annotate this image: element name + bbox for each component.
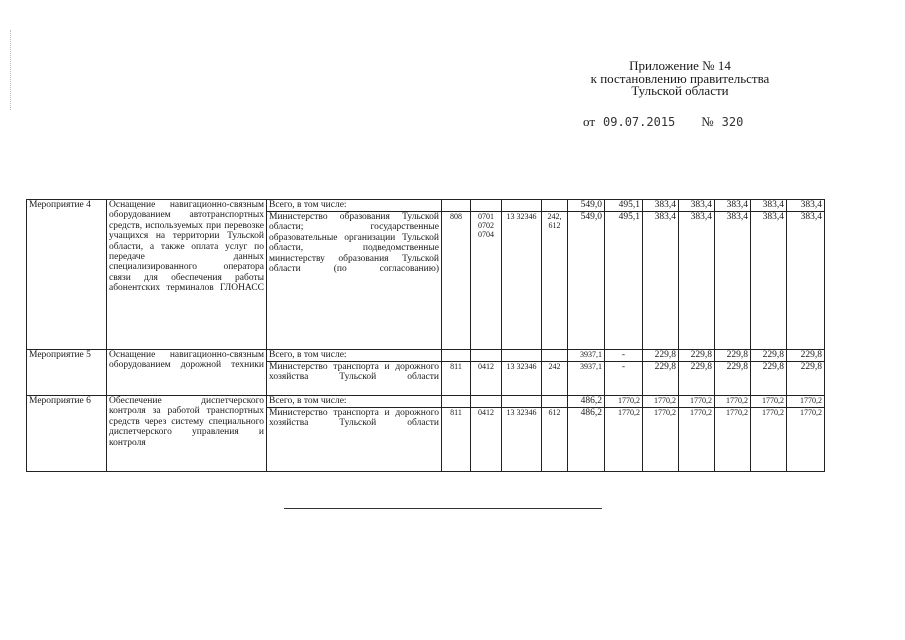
expense-type-code: 612 [542,408,568,472]
value-cell: 1770,2 [715,408,751,472]
value-cell: - [605,350,643,362]
value-cell: 495,1 [605,212,643,350]
value-cell: - [605,362,643,396]
measure-name: Мероприятие 5 [27,350,107,396]
value-cell: 486,2 [568,396,605,408]
section-code: 0412 [471,362,502,396]
executor: Министерство транспорта и дорожного хозяйства Тульской области [267,362,442,396]
value-cell: 229,8 [751,362,787,396]
table-row [27,396,825,408]
measure-description: Обеспечение диспетчерского контроля за работой транспортных средств через систему специального диспетчерского управления и контроля [107,396,267,472]
value-cell: 383,4 [643,212,679,350]
table-row [27,200,825,212]
empty-cell [442,200,471,212]
value-cell: 1770,2 [751,408,787,472]
total-label: Всего, в том числе: [267,396,442,408]
value-cell: 383,4 [715,200,751,212]
value-cell: 1770,2 [787,396,825,408]
value-cell: 3937,1 [568,350,605,362]
empty-cell [502,396,542,408]
value-cell: 229,8 [787,362,825,396]
appendix-region: Тульской области [631,83,729,98]
section-code: 0701 0702 0704 [471,212,502,350]
value-cell: 1770,2 [643,408,679,472]
value-cell: 383,4 [787,200,825,212]
empty-cell [471,350,502,362]
total-label: Всего, в том числе: [267,200,442,212]
total-label: Всего, в том числе: [267,350,442,362]
grbs-code: 811 [442,408,471,472]
measure-name: Мероприятие 6 [27,396,107,472]
target-article-code: 13 32346 [502,212,542,350]
value-cell: 1770,2 [605,396,643,408]
expense-type-code: 242 [542,362,568,396]
value-cell: 229,8 [715,350,751,362]
value-cell: 383,4 [715,212,751,350]
table-row [27,350,825,362]
value-cell: 1770,2 [787,408,825,472]
section-code: 0412 [471,408,502,472]
value-cell: 229,8 [715,362,751,396]
appendix-subtitle: к постановлению правительства [590,70,770,86]
empty-cell [471,200,502,212]
decree-reference [583,114,743,130]
value-cell: 383,4 [679,212,715,350]
executor: Министерство транспорта и дорожного хозяйства Тульской области [267,408,442,472]
number-sign: № [701,114,714,129]
value-cell: 383,4 [679,200,715,212]
empty-cell [502,350,542,362]
empty-cell [471,396,502,408]
date-prefix: от [583,114,596,129]
end-separator-line [284,508,602,509]
value-cell: 1770,2 [605,408,643,472]
executor: Министерство образования Тульской области; государственные образовательные организации Тульской области, подведомственные министерству образования Тульской области (по согласованию) [267,212,442,350]
empty-cell [442,350,471,362]
empty-cell [542,396,568,408]
expense-type-code: 242, 612 [542,212,568,350]
value-cell: 3937,1 [568,362,605,396]
value-cell: 549,0 [568,212,605,350]
grbs-code: 811 [442,362,471,396]
value-cell: 229,8 [751,350,787,362]
value-cell: 229,8 [787,350,825,362]
measure-name: Мероприятие 4 [27,200,107,350]
empty-cell [542,350,568,362]
value-cell: 383,4 [643,200,679,212]
value-cell: 383,4 [787,212,825,350]
value-cell: 1770,2 [679,408,715,472]
value-cell: 229,8 [643,362,679,396]
value-cell: 549,0 [568,200,605,212]
value-cell: 1770,2 [643,396,679,408]
value-cell: 495,1 [605,200,643,212]
empty-cell [442,396,471,408]
measure-description: Оснащение навигационно-связным оборудованием дорожной техники [107,350,267,396]
value-cell: 383,4 [751,200,787,212]
value-cell: 1770,2 [715,396,751,408]
grbs-code: 808 [442,212,471,350]
decree-number: 320 [721,115,744,129]
value-cell: 1770,2 [751,396,787,408]
empty-cell [502,200,542,212]
measure-description: Оснащение навигационно-связным оборудованием автотранспортных средств, используемых при перевозке учащихся на территории Тульской области, а также оплата услуг по передаче данных специализированного оператора связи для обеспечения работы абонентских терминалов ГЛОНАСС [107,200,267,350]
empty-cell [542,200,568,212]
appendix-title: Приложение № 14 [629,58,731,73]
decree-date: 09.07.2015 [603,115,676,129]
value-cell: 229,8 [679,362,715,396]
scan-margin-mark [10,30,11,110]
value-cell: 1770,2 [679,396,715,408]
value-cell: 383,4 [751,212,787,350]
value-cell: 229,8 [643,350,679,362]
measures-table [26,199,825,472]
value-cell: 486,2 [568,408,605,472]
target-article-code: 13 32346 [502,362,542,396]
target-article-code: 13 32346 [502,408,542,472]
value-cell: 229,8 [679,350,715,362]
appendix-header [520,60,840,98]
